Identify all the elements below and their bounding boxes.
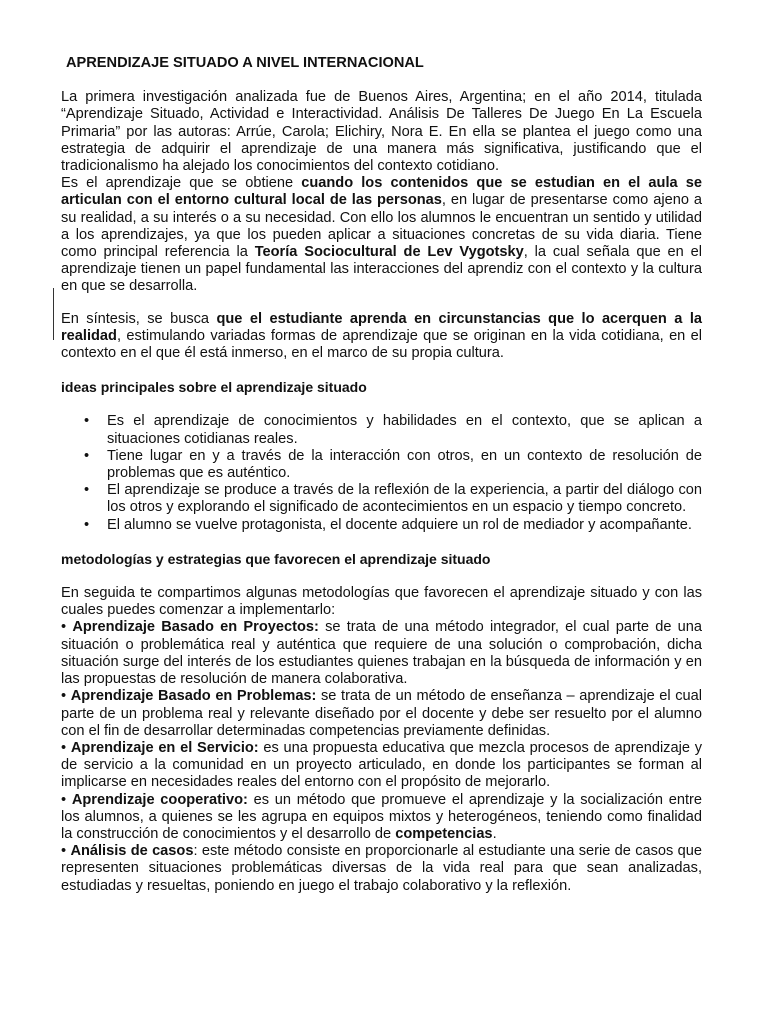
methodology-projects: • Aprendizaje Basado en Proyectos: se trata de una método integrador, el cual parte de una situación o problemática real y auténtica que requiere de una solución o comprobación, dicha situación surge del interés de los estudiantes quienes trabajan en la búsqueda de información y en las propuestas de resolución de manera colaborativa.: [61, 619, 702, 688]
main-ideas-list: [61, 413, 702, 533]
methodology-case-analysis: • Análisis de casos: este método consiste en proporcionarle al estudiante una serie de casos que representen situaciones problemáticas diversas de la vida real para que sean analizadas, estudiadas y resueltas, poniendo en juego el trabajo colaborativo y la reflexión.: [61, 843, 702, 894]
list-item: • Tiene lugar en y a través de la interacción con otros, en un contexto de resolución de problemas que es auténtico.: [107, 448, 702, 482]
document-page: [61, 55, 702, 895]
margin-change-bar: [53, 288, 54, 340]
methodology-problems: • Aprendizaje Basado en Problemas: se trata de un método de enseñanza – aprendizaje el cual parte de un problema real y relevante diseñado por el docente y debe ser resuelto por el alumno con el fin de desarrollar determinadas competencias previamente definidas.: [61, 688, 702, 739]
list-item: • El aprendizaje se produce a través de la reflexión de la experiencia, a partir del diálogo con los otros y explorando el significado de acontecimientos en un espacio y tiempo concreto.: [107, 482, 702, 516]
list-item: • El alumno se vuelve protagonista, el docente adquiere un rol de mediador y acompañante.: [107, 517, 702, 534]
heading-methodologies: metodologías y estrategias que favorecen el aprendizaje situado: [61, 550, 491, 567]
paragraph-synthesis: En síntesis, se busca que el estudiante aprenda en circunstancias que lo acerquen a la realidad, estimulando variadas formas de aprendizaje que se originan en la vida cotidiana, en el contexto en el que él está inmerso, en el marco de su propia cultura.: [61, 310, 702, 362]
list-item: • Es el aprendizaje de conocimientos y habilidades en el contexto, que se aplican a situaciones cotidianas reales.: [107, 413, 702, 447]
paragraph-definition: Es el aprendizaje que se obtiene cuando los contenidos que se estudian en el aula se articulan con el entorno cultural local de las personas, en lugar de presentarse como ajeno a su realidad, a su interés o a su necesidad. Con ello los alumnos le encuentran un sentido y utilidad a los aprendizajes, ya que los pueden aplicar a situaciones concretas de su vida diaria. Tiene como principal referencia la Teoría Sociocultural de Lev Vygotsky, la cual señala que en el aprendizaje tienen un papel fundamental las interacciones del aprendiz con el contexto y la cultura en que se desarrolla.: [61, 175, 702, 295]
methodology-service: • Aprendizaje en el Servicio: es una propuesta educativa que mezcla procesos de aprendizaje y de servicio a la comunidad en un proyecto articulado, en donde los participantes se forman al implicarse en necesidades reales del entorno con el propósito de mejorarlo.: [61, 739, 702, 791]
heading-main-ideas: ideas principales sobre el aprendizaje situado: [61, 379, 367, 396]
document-title: APRENDIZAJE SITUADO A NIVEL INTERNACIONAL: [66, 55, 424, 71]
paragraph-intro: La primera investigación analizada fue de Buenos Aires, Argentina; en el año 2014, titulada “Aprendizaje Situado, Actividad e Interactividad. Análisis De Talleres De Juego En La Escuela Primaria” por las autoras: Arrúe, Carola; Elichiry, Nora E. En ella se plantea el juego como una estrategia de adquirir el aprendizaje de una manera más significativa, justificando que el tradicionalismo ha alejado los conocimientos del contexto cotidiano.: [61, 89, 702, 175]
paragraph-methodologies-intro: En seguida te compartimos algunas metodologías que favorecen el aprendizaje situado y con las cuales puedes comenzar a implementarlo:: [61, 585, 702, 619]
methodology-cooperative: • Aprendizaje cooperativo: es un método que promueve el aprendizaje y la socialización entre los alumnos, a quienes se les agrupa en equipos mixtos y heterogéneos, teniendo como finalidad la construcción de conocimientos y el desarrollo de competencias.: [61, 791, 702, 842]
